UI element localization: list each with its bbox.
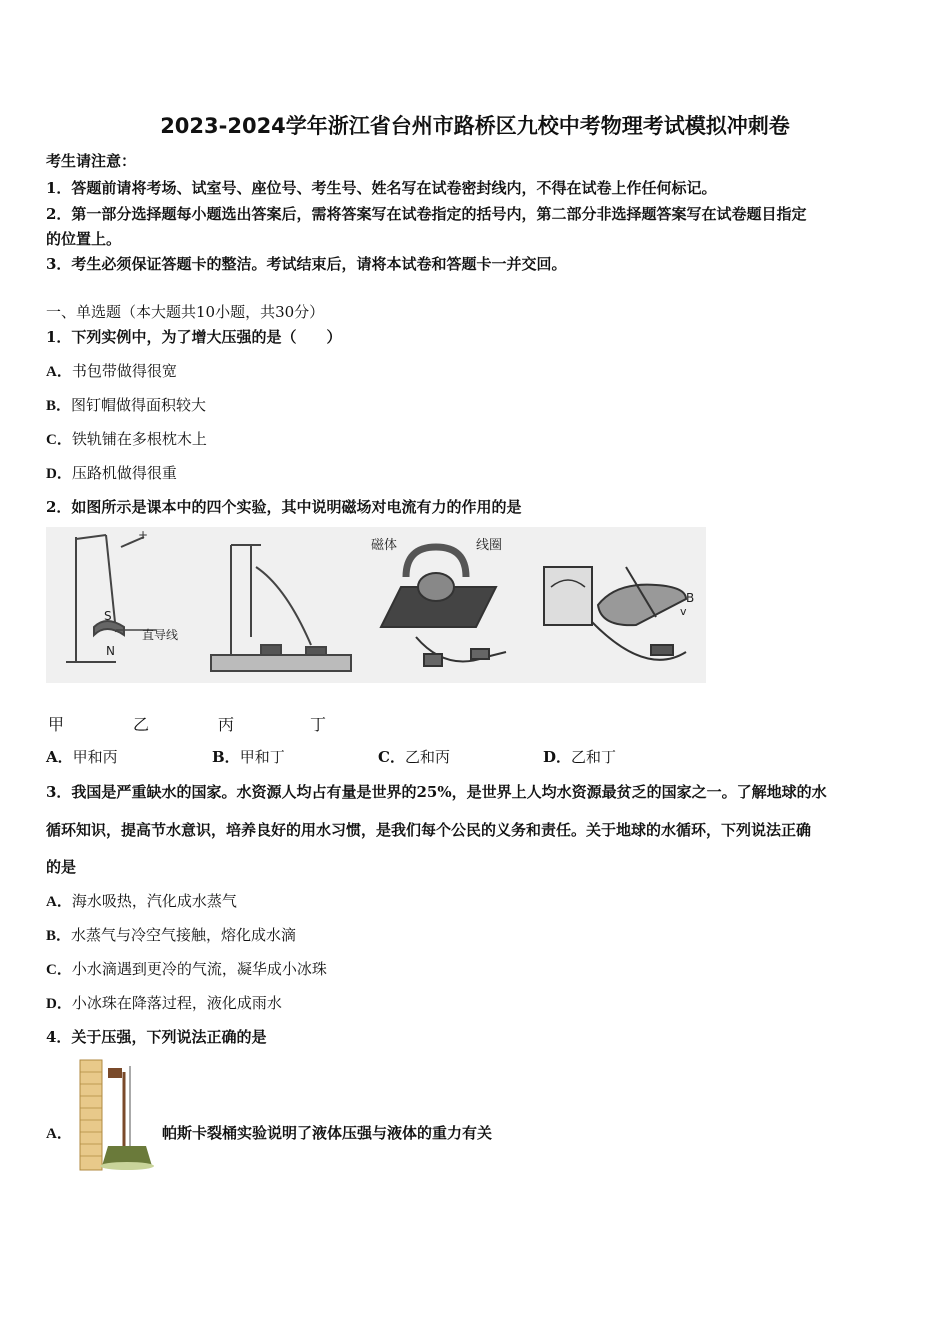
option-text: 小冰珠在降落过程，液化成雨水 — [71, 994, 282, 1012]
option-key: C． — [378, 748, 405, 766]
question-3-option-c — [46, 958, 327, 979]
option-key: A． — [46, 1126, 72, 1142]
notice-item: 2．第一部分选择题每小题选出答案后，需将答案写在试卷指定的括号内，第二部分非选择题答案写在试卷题目指定 — [46, 205, 807, 223]
option-text: 甲和丁 — [239, 748, 285, 766]
caption-jia: 甲 — [48, 715, 65, 734]
figure-ding-apparatus — [544, 567, 686, 660]
option-key: B． — [212, 748, 240, 766]
magnet-n-label: N — [106, 644, 115, 658]
page-title: 2023-2024学年浙江省台州市路桥区九校中考物理考试模拟冲刺卷 — [160, 114, 790, 138]
velocity-v-label: v — [680, 605, 687, 618]
caption-ding: 丁 — [310, 715, 327, 734]
question-3-stem-line: 循环知识，提高节水意识，培养良好的用水习惯，是我们每个公民的义务和责任。关于地球的水循环，下列说法正确 — [46, 821, 812, 839]
option-text: 图钉帽做得面积较大 — [71, 396, 207, 414]
magnet-s-label: S — [104, 609, 112, 623]
question-3-option-d — [46, 992, 282, 1013]
plus-sign: + — [138, 528, 149, 542]
notice-item: 1．答题前请将考场、试室号、座位号、考生号、姓名写在试卷密封线内，不得在试卷上作任何标记。 — [46, 179, 717, 197]
wire-label: 直导线 — [142, 628, 179, 642]
question-4-stem: 4．关于压强，下列说法正确的是 — [46, 1028, 267, 1046]
question-3-option-b — [46, 924, 296, 945]
question-2-option-b — [212, 746, 285, 767]
figure-yi-apparatus — [211, 545, 351, 671]
question-4-option-a-key — [46, 1122, 72, 1143]
option-key: C． — [46, 962, 72, 978]
question-2-option-c — [378, 746, 450, 767]
option-key: A． — [46, 748, 73, 766]
caption-bing: 丙 — [218, 715, 235, 734]
option-text: 小水滴遇到更冷的气流，凝华成小冰珠 — [71, 960, 327, 978]
question-2-stem: 2．如图所示是课本中的四个实验，其中说明磁场对电流有力的作用的是 — [46, 498, 522, 516]
notice-item: 3．考生必须保证答题卡的整洁。考试结束后，请将本试卷和答题卡一并交回。 — [46, 255, 567, 273]
question-2-option-a — [46, 746, 118, 767]
option-key: D． — [46, 466, 72, 482]
section-heading: 一、单选题（本大题共10小题，共30分） — [46, 303, 325, 321]
question-3-option-a — [46, 890, 237, 911]
option-key: D． — [46, 996, 72, 1012]
option-text: 书包带做得很宽 — [71, 362, 177, 380]
notice-heading: 考生请注意： — [46, 152, 137, 170]
question-1-option-a — [46, 360, 177, 381]
option-key: C． — [46, 432, 72, 448]
option-key: B． — [46, 928, 72, 944]
question-2-option-d — [543, 746, 616, 767]
option-key: D． — [543, 748, 572, 766]
question-3-stem-line: 的是 — [46, 858, 77, 876]
option-key: A． — [46, 364, 72, 380]
option-text: 乙和丙 — [404, 748, 450, 766]
experiments-figure — [46, 527, 706, 683]
question-1-option-d — [46, 462, 177, 483]
coil-label: 线圈 — [476, 538, 503, 553]
notice-item: 的位置上。 — [46, 230, 122, 248]
question-3-stem-line: 3．我国是严重缺水的国家。水资源人均占有量是世界的25%，是世界上人均水资源最贫乏的国家之一。了解地球的水 — [46, 783, 827, 801]
option-text: 海水吸热，汽化成水蒸气 — [71, 892, 237, 910]
option-text: 铁轨铺在多根枕木上 — [71, 430, 207, 448]
caption-yi: 乙 — [133, 715, 150, 734]
option-text: 甲和丙 — [72, 748, 118, 766]
magnet-label: 磁体 — [371, 538, 398, 553]
option-text: 乙和丁 — [571, 748, 617, 766]
figure-jia-apparatus — [66, 535, 156, 662]
field-b-label: B — [686, 591, 695, 605]
question-1-option-b — [46, 394, 206, 415]
option-text: 压路机做得很重 — [71, 464, 177, 482]
question-1-option-c — [46, 428, 207, 449]
option-key: A． — [46, 894, 72, 910]
pascal-barrel-figure — [74, 1058, 158, 1172]
option-key: B． — [46, 398, 72, 414]
figure-bing-apparatus — [381, 547, 506, 666]
question-1-stem: 1．下列实例中，为了增大压强的是（ ） — [46, 328, 342, 346]
option-text: 水蒸气与冷空气接触，熔化成水滴 — [71, 926, 297, 944]
question-4-option-a-text: 帕斯卡裂桶实验说明了液体压强与液体的重力有关 — [162, 1124, 493, 1142]
